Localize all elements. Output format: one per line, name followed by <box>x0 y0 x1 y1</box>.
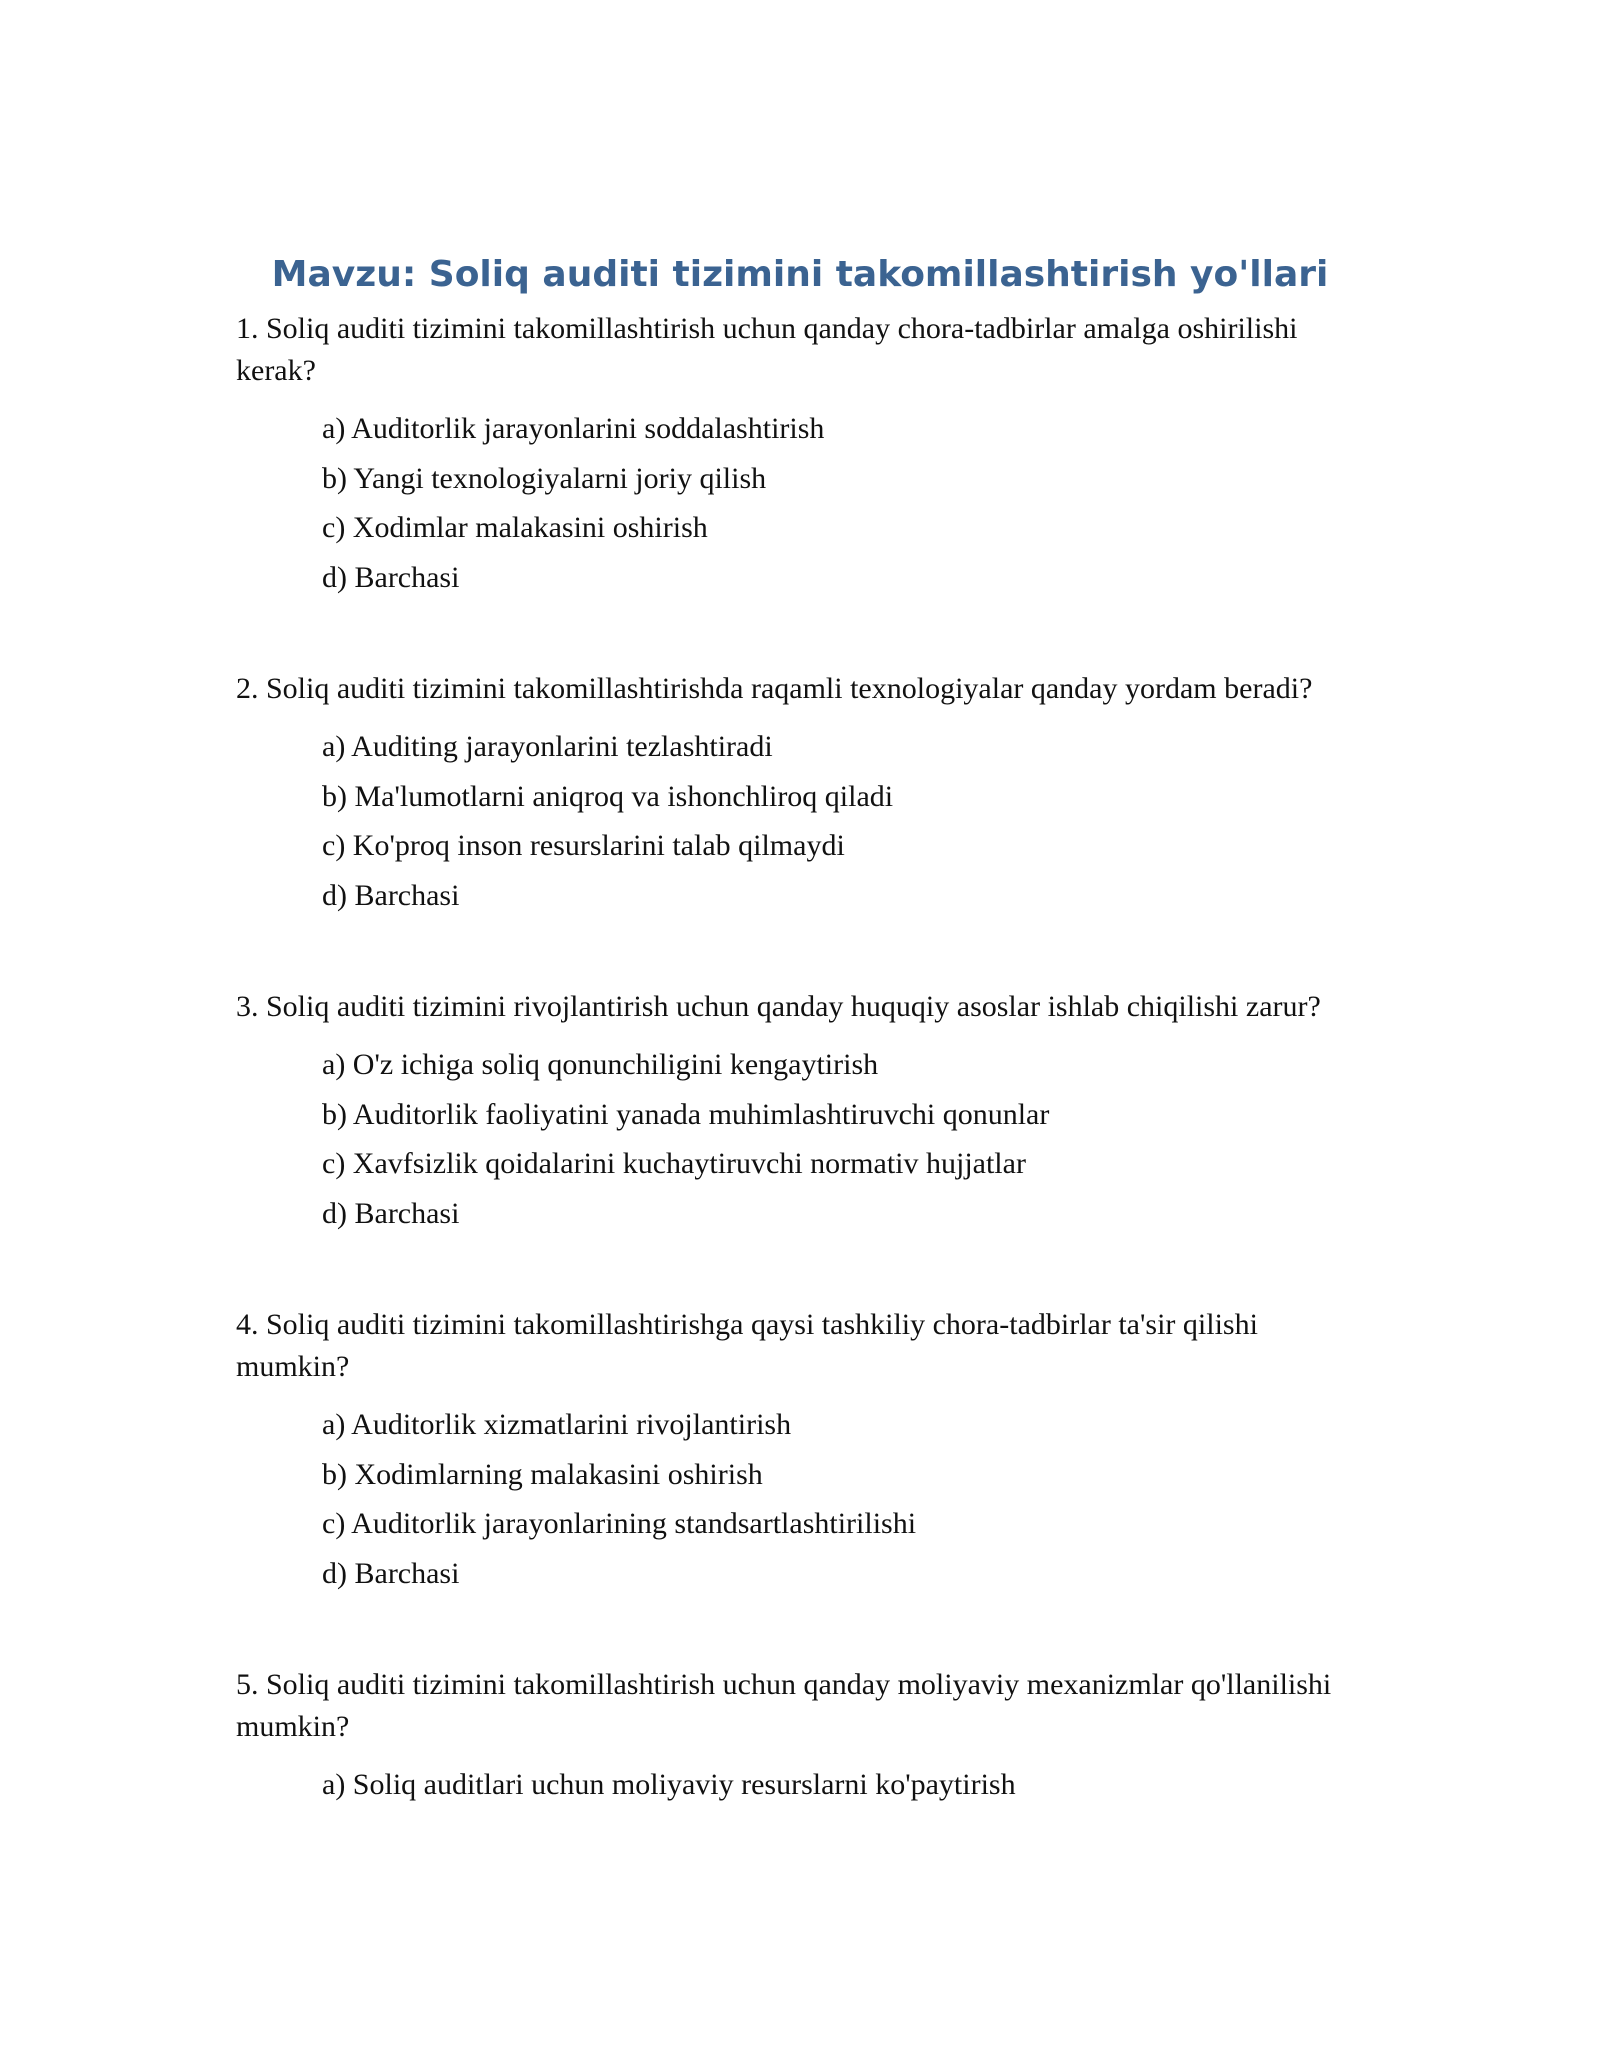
question-5 <box>236 1664 1376 1810</box>
question-text: 3. Soliq auditi tizimini rivojlantirish uchun qanday huquqiy asoslar ishlab chiqilishi zarur? <box>236 990 1321 1023</box>
answer-option: a) Auditorlik xizmatlarini rivojlantirish <box>322 1408 792 1441</box>
answer-option: d) Barchasi <box>322 1196 460 1230</box>
answer-option: d) Barchasi <box>322 1556 460 1590</box>
answer-option: a) O'z ichiga soliq qonunchiligini kengaytirish <box>322 1048 879 1081</box>
question-2 <box>236 668 1376 920</box>
question-spacer <box>236 1238 1376 1304</box>
question-4 <box>236 1304 1376 1598</box>
question-spacer <box>236 1598 1376 1664</box>
answer-option: a) Soliq auditlari uchun moliyaviy resurslarni ko'paytirish <box>322 1768 1016 1801</box>
answer-option: b) Ma'lumotlarni aniqroq va ishonchliroq qiladi <box>322 779 894 813</box>
answer-option: a) Auditing jarayonlarini tezlashtiradi <box>322 730 773 763</box>
question-spacer <box>236 920 1376 986</box>
answer-options <box>322 722 1376 920</box>
question-text: 1. Soliq auditi tizimini takomillashtirish uchun qanday chora-tadbirlar amalga oshirilishi kerak? <box>236 312 1298 387</box>
answer-option: b) Xodimlarning malakasini oshirish <box>322 1457 763 1491</box>
answer-option: a) Auditorlik jarayonlarini soddalashtirish <box>322 412 825 445</box>
page-title: Mavzu: Soliq auditi tizimini takomillashtirish yo'llari <box>271 254 1329 295</box>
answer-option: b) Auditorlik faoliyatini yanada muhimlashtiruvchi qonunlar <box>322 1097 1050 1131</box>
answer-options <box>322 404 1376 602</box>
question-text: 2. Soliq auditi tizimini takomillashtirishda raqamli texnologiyalar qanday yordam beradi? <box>236 672 1313 705</box>
answer-option: d) Barchasi <box>322 560 460 594</box>
answer-option: c) Auditorlik jarayonlarining standsartlashtirilishi <box>322 1507 917 1540</box>
question-list <box>236 308 1376 1810</box>
question-1 <box>236 308 1376 602</box>
question-3 <box>236 986 1376 1238</box>
question-text: 5. Soliq auditi tizimini takomillashtirish uchun qanday moliyaviy mexanizmlar qo'llanilishi mumkin? <box>236 1668 1332 1743</box>
answer-options <box>322 1040 1376 1238</box>
answer-option: d) Barchasi <box>322 878 460 912</box>
answer-option: c) Xodimlar malakasini oshirish <box>322 511 708 544</box>
question-text: 4. Soliq auditi tizimini takomillashtirishga qaysi tashkiliy chora-tadbirlar ta'sir qilishi mumkin? <box>236 1308 1258 1383</box>
answer-options <box>322 1760 1376 1810</box>
answer-option: c) Ko'proq inson resurslarini talab qilmaydi <box>322 829 845 862</box>
question-spacer <box>236 602 1376 668</box>
answer-option: c) Xavfsizlik qoidalarini kuchaytiruvchi normativ hujjatlar <box>322 1147 1026 1180</box>
answer-option: b) Yangi texnologiyalarni joriy qilish <box>322 461 767 495</box>
answer-options <box>322 1400 1376 1598</box>
